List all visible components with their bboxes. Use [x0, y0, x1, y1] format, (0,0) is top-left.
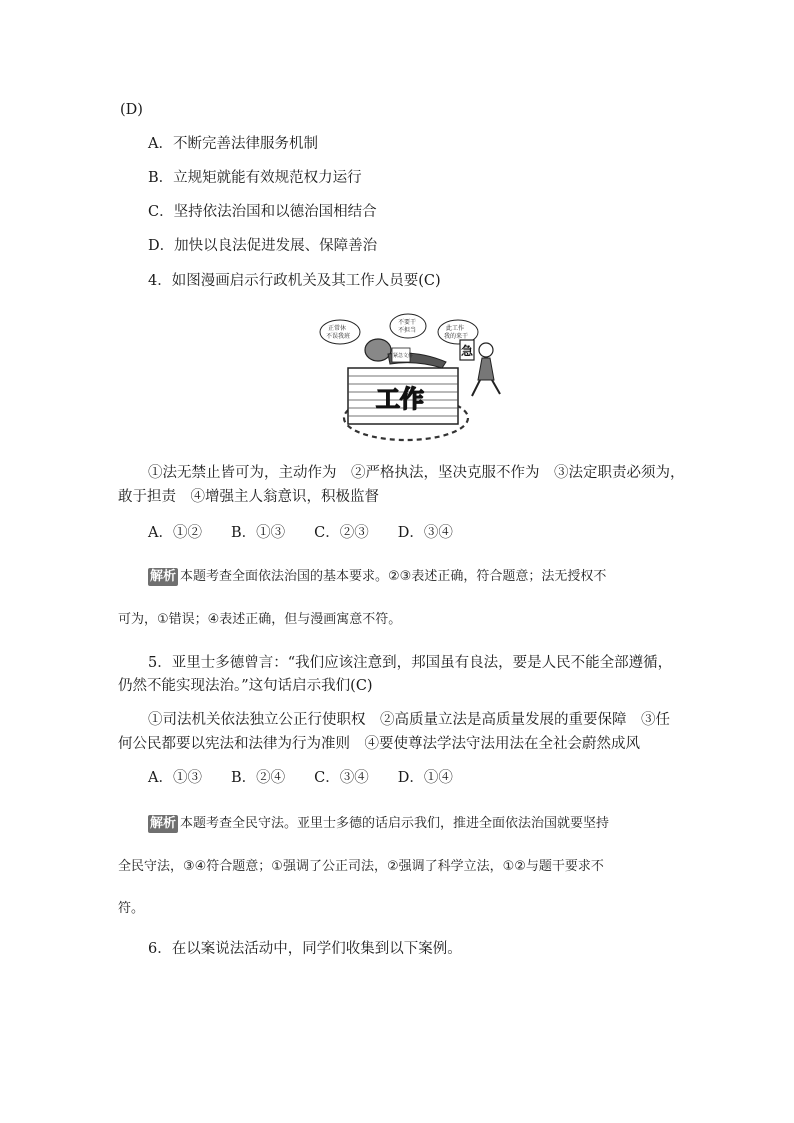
sign-label: 急	[461, 344, 474, 358]
svg-text:此工作: 此工作	[446, 325, 465, 332]
running-figure	[460, 340, 500, 396]
question-5-stem-line-2: 仍然不能实现法治。”这句话启示我们(C)	[118, 678, 373, 694]
answer-line: (D)	[120, 102, 143, 118]
question-5-analysis-line-1: 解析 本题考查全民守法。亚里士多德的话启示我们，推进全面依法治国就要坚持	[150, 816, 610, 831]
question-6-stem: 6．在以案说法活动中，同学们收集到以下案例。	[148, 941, 462, 957]
cartoon-illustration	[318, 310, 508, 448]
option-b: B．立规矩就能有效规范权力运行	[148, 170, 362, 186]
bubble-left	[320, 320, 360, 344]
question-4-statements-line-2: 敢于担责 ④增强主人翁意识，积极监督	[118, 489, 379, 505]
reclining-figure	[365, 339, 446, 368]
question-4-analysis-line-2: 可为，①错误；④表述正确，但与漫画寓意不符。	[118, 612, 402, 627]
svg-text:我的来干: 我的来干	[444, 333, 469, 340]
bubble-mid	[390, 314, 426, 338]
option-c: C．坚持依法治国和以德治国相结合	[148, 204, 377, 220]
question-5-analysis-line-2: 全民守法，③④符合题意；①强调了公正司法，②强调了科学立法，①②与题干要求不	[118, 859, 604, 874]
question-4-statements-line-1: ①法无禁止皆可为，主动作为 ②严格执法，坚决克服不作为 ③法定职责必须为，	[148, 465, 685, 481]
option-d: D．加快以良法促进发展、保障善治	[148, 238, 378, 254]
svg-text:不误我班: 不误我班	[326, 333, 351, 340]
question-5-analysis-line-3: 符。	[118, 901, 145, 916]
question-5-stem-line-1: 5．亚里士多德曾言：“我们应该注意到，邦国虽有良法，要是人民不能全部遵循，	[148, 655, 673, 671]
svg-text:正常休: 正常休	[328, 325, 347, 332]
paper-label: 紧急文件	[393, 353, 414, 359]
question-5-choices: A．①③ B．②④ C．③④ D．①④	[148, 770, 453, 786]
question-5-statements-line-2: 何公民都要以宪法和法律为行为准则 ④要使尊法学法守法用法在全社会蔚然成风	[118, 736, 640, 752]
question-4-choices: A．①② B．①③ C．②③ D．③④	[148, 525, 453, 541]
analysis-badge: 解析	[150, 816, 177, 831]
question-4-stem: 4．如图漫画启示行政机关及其工作人员要(C)	[148, 273, 441, 289]
svg-text:不要干: 不要干	[398, 319, 417, 326]
stack-label: 工作	[376, 385, 424, 413]
question-4-analysis-line-1: 解析 本题考查全面依法治国的基本要求。②③表述正确，符合题意；法无授权不	[150, 569, 607, 584]
option-a: A．不断完善法律服务机制	[148, 136, 318, 152]
question-5-statements-line-1: ①司法机关依法独立公正行使职权 ②高质量立法是高质量发展的重要保障 ③任	[148, 712, 670, 728]
analysis-badge: 解析	[150, 569, 177, 584]
svg-text:不担当: 不担当	[398, 327, 417, 334]
